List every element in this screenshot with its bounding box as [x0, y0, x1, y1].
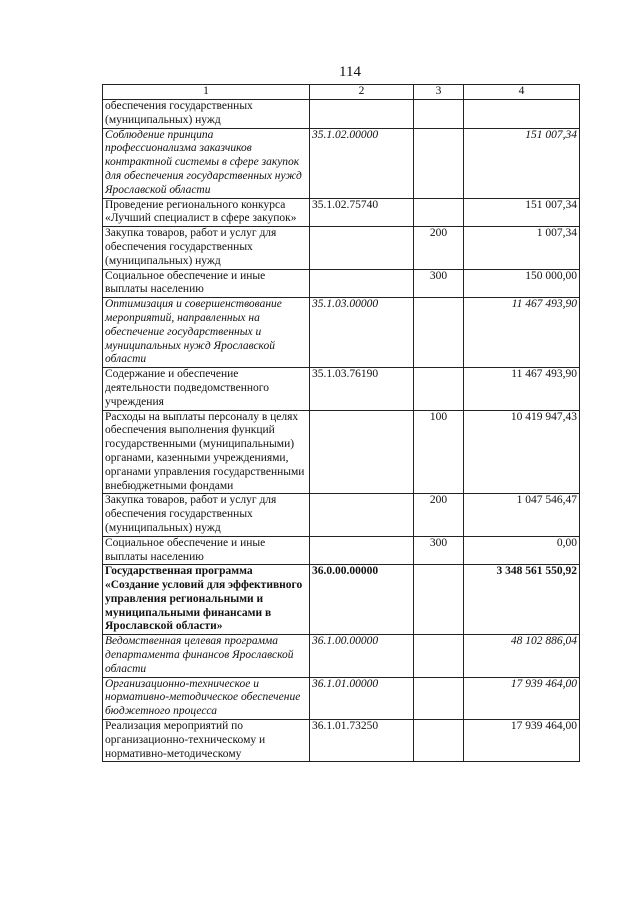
row-amount-cell: [464, 100, 580, 129]
table-header: [103, 85, 580, 100]
header-row: [103, 85, 580, 100]
row-kvr-cell: [414, 368, 464, 410]
row-amount-cell: 151 007,34: [464, 128, 580, 198]
row-amount-cell: 11 467 493,90: [464, 368, 580, 410]
row-name-cell: Государственная программа «Создание условий для эффективного управления региональными и муниципальными финансами в Ярославской области»: [103, 565, 310, 635]
column-header-2: 2: [310, 85, 414, 100]
row-kvr-cell: 300: [414, 536, 464, 565]
row-code-cell: 36.0.00.00000: [310, 565, 414, 635]
table-row: [103, 368, 580, 410]
row-name-cell: Закупка товаров, работ и услуг для обеспечения государственных (муниципальных) нужд: [103, 227, 310, 269]
row-amount-cell: 48 102 886,04: [464, 635, 580, 677]
row-code-cell: 35.1.02.00000: [310, 128, 414, 198]
row-kvr-cell: [414, 720, 464, 762]
page-number: 114: [339, 64, 361, 80]
row-code-cell: 36.1.01.73250: [310, 720, 414, 762]
row-name-cell: Содержание и обеспечение деятельности подведомственного учреждения: [103, 368, 310, 410]
table-row: [103, 128, 580, 198]
budget-table: [102, 84, 580, 762]
row-name-cell: Организационно-техническое и нормативно-методическое обеспечение бюджетного процесса: [103, 677, 310, 719]
table-row: [103, 720, 580, 762]
row-amount-cell: 1 007,34: [464, 227, 580, 269]
table-row: [103, 298, 580, 368]
table-row: [103, 410, 580, 494]
row-name-cell: Проведение регионального конкурса «Лучший специалист в сфере закупок»: [103, 198, 310, 227]
column-header-4: 4: [464, 85, 580, 100]
row-name-cell: Расходы на выплаты персоналу в целях обеспечения выполнения функций государственными (муниципальными) органами, казенными учреждениями, органами управления государственными внебюджетными фондами: [103, 410, 310, 494]
row-name-cell: Закупка товаров, работ и услуг для обеспечения государственных (муниципальных) нужд: [103, 494, 310, 536]
row-kvr-cell: 100: [414, 410, 464, 494]
row-amount-cell: 10 419 947,43: [464, 410, 580, 494]
row-kvr-cell: [414, 298, 464, 368]
row-kvr-cell: [414, 198, 464, 227]
row-amount-cell: 150 000,00: [464, 269, 580, 298]
row-amount-cell: 151 007,34: [464, 198, 580, 227]
row-code-cell: [310, 227, 414, 269]
row-code-cell: [310, 100, 414, 129]
row-name-cell: Ведомственная целевая программа департамента финансов Ярославской области: [103, 635, 310, 677]
table-row: [103, 269, 580, 298]
row-kvr-cell: 200: [414, 494, 464, 536]
row-name-cell: Соблюдение принципа профессионализма заказчиков контрактной системы в сфере закупок для обеспечения государственных нужд Ярославской области: [103, 128, 310, 198]
row-code-cell: 35.1.03.00000: [310, 298, 414, 368]
column-header-3: 3: [414, 85, 464, 100]
table-row: [103, 677, 580, 719]
table-row: [103, 565, 580, 635]
row-code-cell: [310, 494, 414, 536]
row-code-cell: 36.1.01.00000: [310, 677, 414, 719]
table-body: [103, 100, 580, 762]
row-name-cell: Социальное обеспечение и иные выплаты населению: [103, 536, 310, 565]
row-code-cell: [310, 410, 414, 494]
row-amount-cell: 3 348 561 550,92: [464, 565, 580, 635]
row-name-cell: обеспечения государственных (муниципальных) нужд: [103, 100, 310, 129]
row-kvr-cell: [414, 100, 464, 129]
row-kvr-cell: 200: [414, 227, 464, 269]
row-amount-cell: 1 047 546,47: [464, 494, 580, 536]
row-kvr-cell: [414, 565, 464, 635]
row-code-cell: 35.1.03.76190: [310, 368, 414, 410]
row-amount-cell: 17 939 464,00: [464, 677, 580, 719]
column-header-1: 1: [103, 85, 310, 100]
row-kvr-cell: [414, 635, 464, 677]
row-kvr-cell: 300: [414, 269, 464, 298]
row-kvr-cell: [414, 677, 464, 719]
row-name-cell: Оптимизация и совершенствование мероприятий, направленных на обеспечение государственных и муниципальных нужд Ярославской области: [103, 298, 310, 368]
table-row: [103, 100, 580, 129]
table-row: [103, 635, 580, 677]
row-code-cell: 35.1.02.75740: [310, 198, 414, 227]
row-code-cell: [310, 269, 414, 298]
row-amount-cell: 17 939 464,00: [464, 720, 580, 762]
row-code-cell: [310, 536, 414, 565]
table-row: [103, 494, 580, 536]
row-name-cell: Реализация мероприятий по организационно-техническому и нормативно-методическому: [103, 720, 310, 762]
row-name-cell: Социальное обеспечение и иные выплаты населению: [103, 269, 310, 298]
row-amount-cell: 0,00: [464, 536, 580, 565]
table-row: [103, 536, 580, 565]
table-row: [103, 198, 580, 227]
row-code-cell: 36.1.00.00000: [310, 635, 414, 677]
row-kvr-cell: [414, 128, 464, 198]
table-row: [103, 227, 580, 269]
row-amount-cell: 11 467 493,90: [464, 298, 580, 368]
